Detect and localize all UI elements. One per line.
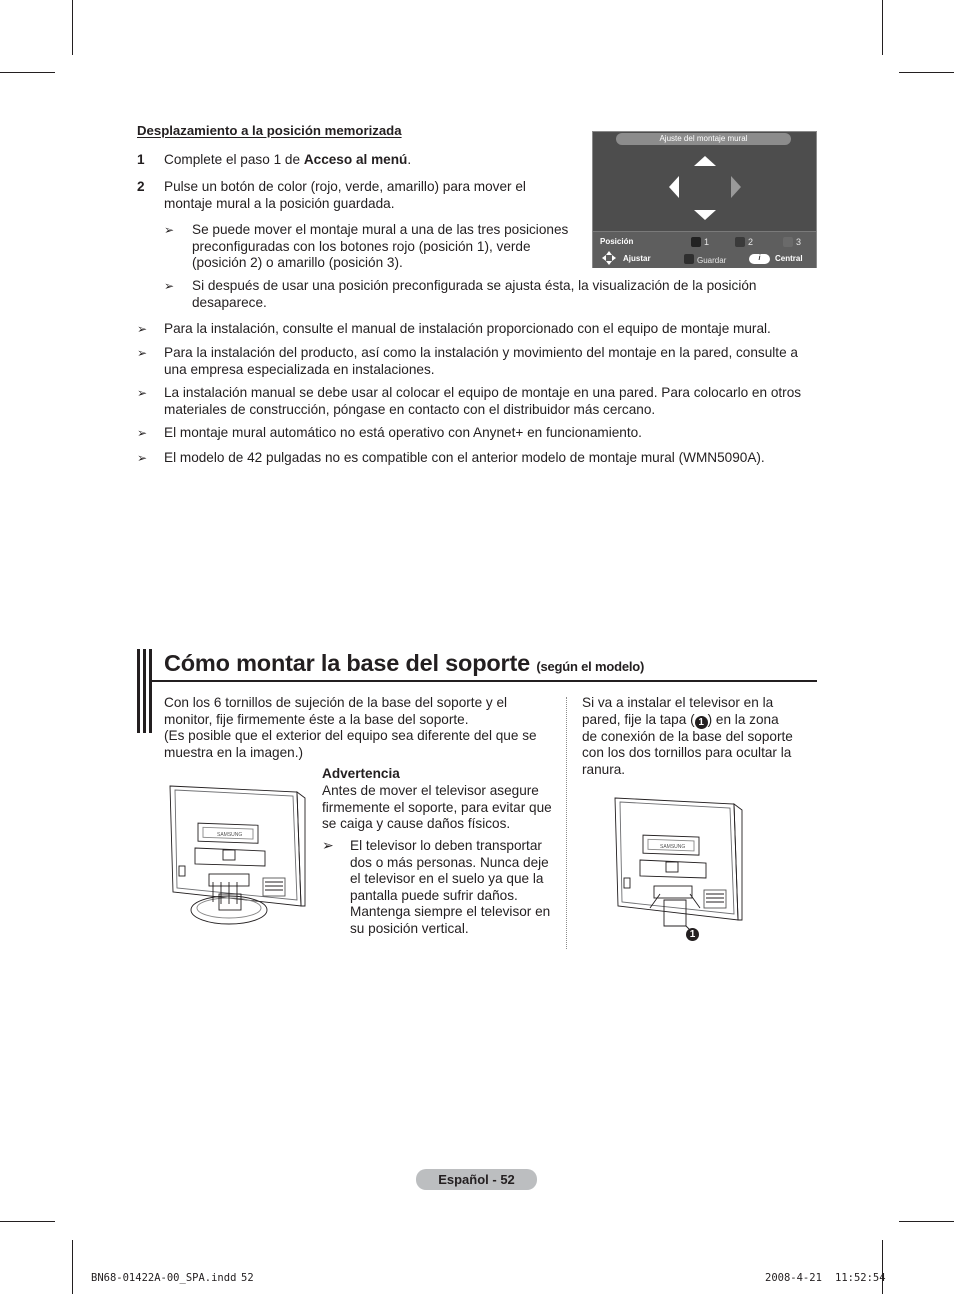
heading-bar-decoration (137, 649, 152, 733)
callout-1-icon: 1 (686, 928, 699, 941)
cover-instructions: Si va a instalar el televisor en la pared, fije la tapa ( 1 ) en la zona de conexión de la base del soporte con los dos tornillos para ocultar la ranura. (582, 695, 793, 777)
warning-title: Advertencia (322, 766, 400, 781)
crop-mark (882, 1240, 883, 1294)
step-text: Pulse un botón de color (rojo, verde, amarillo) para mover el montaje mural a la posición guardada. (164, 179, 526, 211)
note-arrow-icon: ➢ (164, 223, 175, 237)
green-button-icon (735, 237, 745, 247)
move-arrows-icon (601, 250, 617, 266)
note-text: Si después de usar una posición preconfigurada se ajusta ésta, la visualización de la posición desaparece. (192, 278, 757, 310)
crop-mark (72, 0, 73, 55)
osd-position-label: Posición (600, 237, 634, 246)
page-number-badge: Español - 52 (416, 1169, 537, 1190)
note-arrow-icon: ➢ (137, 451, 148, 465)
note-arrow-icon: ➢ (137, 322, 148, 336)
step-text: Complete el paso 1 de Acceso al menú. (164, 152, 412, 167)
crop-mark (0, 72, 55, 73)
note-text: El modelo de 42 pulgadas no es compatible con el anterior modelo de montaje mural (WMN5090A). (164, 450, 765, 465)
osd-status-bar (593, 231, 816, 268)
tv-stand-illustration (165, 782, 315, 934)
red-button-icon (691, 237, 701, 247)
crop-mark (0, 1221, 55, 1222)
osd-title: Ajuste del montaje mural (616, 133, 791, 145)
osd-adjust-label: Ajustar (623, 254, 651, 263)
slug-filename: BN68-01422A-00_SPA.indd (91, 1272, 237, 1284)
note-arrow-icon: ➢ (137, 426, 148, 440)
heading-rule (152, 680, 817, 682)
osd-pos-2: 2 (748, 237, 754, 247)
note-arrow-icon: ➢ (164, 279, 175, 293)
osd-pos-3: 3 (796, 237, 802, 247)
step-number: 1 (137, 152, 145, 167)
note-arrow-icon: ➢ (137, 386, 148, 400)
warning-text: Antes de mover el televisor asegure firmemente el soporte, para evitar que se caiga y cause daños físicos. (322, 783, 552, 831)
crop-mark (899, 72, 954, 73)
tv-cover-illustration (610, 794, 750, 942)
svg-text:SAMSUNG: SAMSUNG (660, 844, 686, 850)
warning-note: El televisor lo deben transportar dos o más personas. Nunca deje el televisor en el suelo ya que la pantalla puede sufrir daños. Mantenga siempre el televisor en su posición vertical. (350, 838, 551, 936)
stand-instructions: Con los 6 tornillos de sujeción de la base del soporte y el monitor, fije firmemente éste a la base del soporte. (Es posible que el exterior del equipo sea diferente del que se muestra en la imagen.) (164, 695, 537, 760)
note-text: Se puede mover el montaje mural a una de las tres posiciones preconfiguradas con los botones rojo (posición 1), verde (posición 2) o amarillo (posición 3). (192, 222, 569, 270)
slug-page: 52 (241, 1272, 254, 1284)
note-arrow-icon: ➢ (137, 346, 148, 360)
crop-mark (72, 1240, 73, 1294)
section-title: Desplazamiento a la posición memorizada (137, 123, 402, 138)
note-text: Para la instalación, consulte el manual de instalación proporcionado con el equipo de montaje mural. (164, 321, 771, 336)
note-text: La instalación manual se debe usar al colocar el equipo de montaje en una pared. Para colocarlo en otros materiales de construcción, póngase en contacto con el distribuidor más cercano. (164, 385, 802, 417)
osd-save-label: Guardar (697, 256, 727, 265)
osd-center-label: Central (775, 254, 803, 263)
osd-pos-1: 1 (704, 237, 710, 247)
column-divider (566, 697, 567, 949)
callout-1-icon: 1 (695, 716, 708, 729)
crop-mark (899, 1221, 954, 1222)
crop-mark (882, 0, 883, 55)
page-title: Cómo montar la base del soporte (según el modelo) (164, 650, 645, 676)
note-text: Para la instalación del producto, así como la instalación y movimiento del montaje en la pared, consulte a una empresa especializada en instalaciones. (164, 345, 798, 377)
slug-time: 11:52:54 (835, 1272, 886, 1284)
note-text: El montaje mural automático no está operativo con Anynet+ en funcionamiento. (164, 425, 642, 440)
svg-text:SAMSUNG: SAMSUNG (217, 832, 243, 838)
wall-mount-osd (592, 131, 817, 268)
info-button-icon: i (749, 254, 770, 264)
step-number: 2 (137, 179, 145, 194)
note-arrow-icon: ➢ (322, 838, 334, 854)
direction-arrows-icon (663, 154, 747, 222)
save-button-icon (684, 254, 694, 264)
yellow-button-icon (783, 237, 793, 247)
slug-date: 2008-4-21 (765, 1272, 822, 1284)
